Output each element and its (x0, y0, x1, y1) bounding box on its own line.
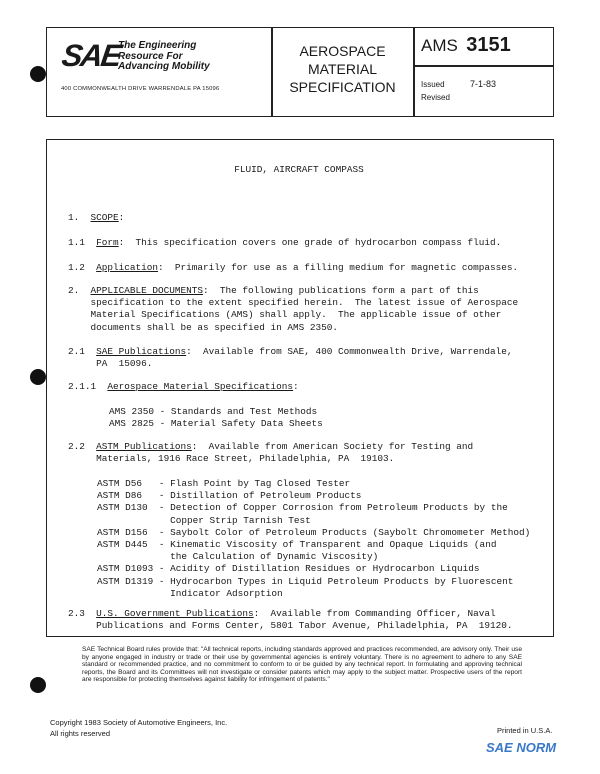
doc-number (421, 34, 511, 57)
section-2-1-1: 2.1.1 Aerospace Material Specifications: (68, 381, 299, 392)
astm-ref-d1319: ASTM D1319 - Hydrocarbon Types in Liquid Petroleum Products by Fluorescent (97, 575, 514, 587)
section-1-2: 1.2 Application: Primarily for use as a filling medium for magnetic compasses. (68, 262, 519, 273)
astm-ref-d56: ASTM D56 - Flash Point by Tag Closed Tester (97, 478, 351, 489)
sae-notice: SAE Technical Board rules provide that: "All technical reports, including standards approved and practices recommended, are advisory only. Their use by anyone engaged in industry or trade or their use by governmental agencies is entirely voluntary. There is no agreement to adhere to any SAE standard or recommended practice, and no commitment to conform to or be guided by any technical report. In formulating and approving technical reports, the Board and its Committees will not investigate or consider patents which may apply to the subject matter. Prospective users of the report are responsible for protecting themselves against liability for infringement of patents." (82, 646, 522, 684)
section-2-3-line-2: Publications and Forms Center, 5801 Tabor Avenue, Philadelphia, PA 19120. (68, 620, 513, 632)
section-2-1-line-2: PA 15096. (68, 358, 153, 370)
sae-logo (59, 38, 123, 74)
doc-category (272, 42, 413, 96)
section-2-2: 2.2 ASTM Publications: Available from American Society for Testing and Materials, 1916 Race Street, Philadelphia, PA 19103. (68, 441, 474, 465)
tagline (118, 41, 210, 73)
section-1-title: SCOPE (90, 212, 119, 223)
section-1-1-title: Form (96, 237, 119, 248)
doc-category-line-2: MATERIAL (308, 61, 377, 77)
doc-category-line-1: AEROSPACE (299, 43, 386, 59)
astm-ref-d445-cont: the Calculation of Dynamic Viscosity) (97, 551, 379, 563)
header-divider-2 (413, 27, 415, 117)
section-2-3: 2.3 U.S. Government Publications: Available from Commanding Officer, Naval Publications and Forms Center, 5801 Tabor Avenue, Philadelphia, PA 19120. (68, 608, 513, 632)
ams-reference-list (109, 406, 323, 430)
section-2-title: APPLICABLE DOCUMENTS (90, 285, 204, 296)
astm-ref-d1093: ASTM D1093 - Acidity of Distillation Residues or Hydrocarbon Liquids (97, 563, 480, 575)
doc-prefix: AMS (421, 36, 458, 55)
section-2: 2. APPLICABLE DOCUMENTS: The following publications form a part of this specification to the extent specified herein. The latest issue of Aerospace Material Specifications (AMS) shall apply. The applicable issue of other documents shall be as specified in AMS 2350. (68, 285, 519, 333)
rights: All rights reserved (50, 729, 111, 738)
astm-ref-d156: ASTM D156 - Saybolt Color of Petroleum Products (Saybolt Chromometer Method) (97, 526, 531, 538)
doc-number-rule (413, 65, 553, 67)
tagline-line-3: Advancing Mobility (118, 61, 210, 72)
section-2-1-1-title: Aerospace Material Specifications (107, 381, 294, 392)
document-title: FLUID, AIRCRAFT COMPASS (234, 164, 364, 175)
astm-reference-list (97, 478, 530, 600)
astm-ref-d130: ASTM D130 - Detection of Copper Corrosion from Petroleum Products by the (97, 502, 508, 514)
ams-ref-2825: AMS 2825 - Material Safety Data Sheets (109, 418, 323, 430)
sae-norm-watermark (486, 740, 556, 755)
section-2-line-2: specification to the extent specified herein. The latest issue of Aerospace (68, 297, 519, 309)
section-2-1: 2.1 SAE Publications: Available from SAE, 400 Commonwealth Drive, Warrendale, PA 15096. (68, 346, 513, 370)
section-2-line-4: documents shall be as specified in AMS 2350. (68, 321, 339, 333)
tagline-line-2: Resource For (118, 50, 183, 62)
revised-label: Revised (421, 93, 450, 102)
astm-ref-d445: ASTM D445 - Kinematic Viscosity of Transparent and Opaque Liquids (and (97, 539, 497, 551)
doc-number-value: 3151 (466, 34, 511, 56)
doc-category-line-3: SPECIFICATION (289, 79, 396, 95)
section-2-1-title: SAE Publications (96, 346, 187, 357)
sae-logo-mark: SAE (59, 38, 123, 73)
section-2-2-line-2: Materials, 1916 Race Street, Philadelphia, PA 19103. (68, 453, 395, 465)
issued-label: Issued (421, 80, 445, 89)
copyright: Copyright 1983 Society of Automotive Engineers, Inc. (50, 718, 228, 727)
section-2-2-title: ASTM Publications (96, 441, 192, 452)
header-address: 400 COMMONWEALTH DRIVE WARRENDALE PA 15096 (61, 86, 220, 92)
section-2-3-title: U.S. Government Publications (96, 608, 254, 619)
section-1-1: 1.1 Form: This specification covers one grade of hydrocarbon compass fluid. (68, 237, 502, 248)
sae-norm-text: SAE NORM (486, 740, 557, 755)
section-2-line-3: Material Specifications (AMS) shall apply. The applicable issue of other (68, 309, 502, 321)
section-1-heading: 1. SCOPE: (68, 212, 125, 223)
binder-hole-bottom (30, 677, 46, 693)
astm-ref-d1319-cont: Indicator Adsorption (97, 587, 283, 599)
issued-date: 7-1-83 (470, 79, 497, 89)
binder-hole-top (30, 66, 46, 82)
ams-ref-2350: AMS 2350 - Standards and Test Methods (109, 406, 318, 417)
astm-ref-d86: ASTM D86 - Distillation of Petroleum Products (97, 490, 362, 502)
astm-ref-d130-cont: Copper Strip Tarnish Test (97, 514, 311, 526)
tagline-line-1: The Engineering (118, 40, 197, 51)
binder-hole-middle (30, 369, 46, 385)
printed-in: Printed in U.S.A. (497, 726, 553, 735)
section-1-2-title: Application (96, 262, 159, 273)
